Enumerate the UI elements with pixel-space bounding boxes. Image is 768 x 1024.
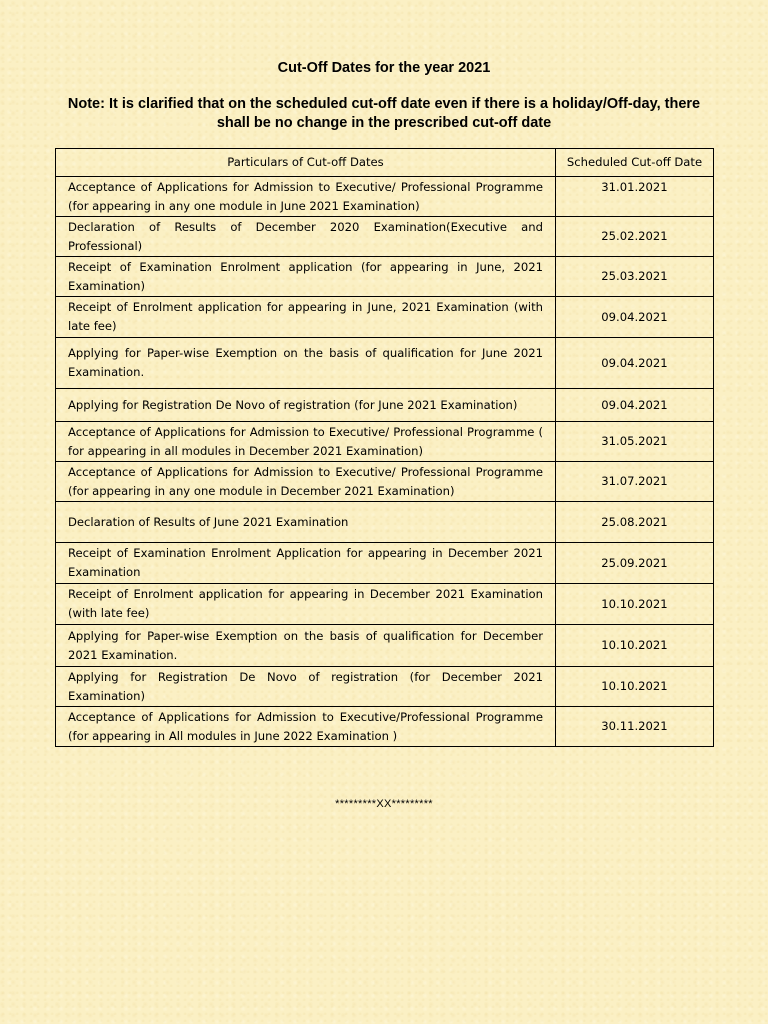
date-cell: 25.09.2021 xyxy=(556,543,714,584)
particular-cell: Receipt of Enrolment application for appearing in June, 2021 Examination (with late fee) xyxy=(56,297,556,338)
particular-cell: Acceptance of Applications for Admission to Executive/Professional Programme (for appearing in All modules in June 2022 Examination ) xyxy=(56,707,556,747)
particular-cell: Applying for Paper-wise Exemption on the basis of qualification for December 2021 Examination. xyxy=(56,625,556,667)
particular-cell: Acceptance of Applications for Admission to Executive/ Professional Programme ( for appearing in all modules in December 2021 Examination) xyxy=(56,422,556,462)
header-scheduled-date: Scheduled Cut-off Date xyxy=(556,149,714,177)
date-cell: 31.05.2021 xyxy=(556,422,714,462)
particular-cell: Applying for Registration De Novo of registration (for June 2021 Examination) xyxy=(56,389,556,422)
particular-cell: Acceptance of Applications for Admission to Executive/ Professional Programme (for appearing in any one module in June 2021 Examination) xyxy=(56,177,556,217)
particular-cell: Receipt of Examination Enrolment Application for appearing in December 2021 Examination xyxy=(56,543,556,584)
table-row xyxy=(56,625,714,667)
table-row xyxy=(56,462,714,502)
table-row xyxy=(56,338,714,389)
particular-cell: Acceptance of Applications for Admission to Executive/ Professional Programme (for appearing in any one module in December 2021 Examination) xyxy=(56,462,556,502)
date-cell: 10.10.2021 xyxy=(556,667,714,707)
cutoff-dates-table xyxy=(55,148,714,747)
table-row xyxy=(56,297,714,338)
table-row xyxy=(56,667,714,707)
table-header-row xyxy=(56,149,714,177)
table-row xyxy=(56,217,714,257)
table-row xyxy=(56,422,714,462)
particular-cell: Applying for Registration De Novo of registration (for December 2021 Examination) xyxy=(56,667,556,707)
header-particulars: Particulars of Cut-off Dates xyxy=(56,149,556,177)
particular-cell: Receipt of Examination Enrolment application (for appearing in June, 2021 Examination) xyxy=(56,257,556,297)
table-row xyxy=(56,257,714,297)
table-row xyxy=(56,584,714,625)
date-cell: 31.07.2021 xyxy=(556,462,714,502)
date-cell: 25.03.2021 xyxy=(556,257,714,297)
table-row xyxy=(56,502,714,543)
particular-cell: Applying for Paper-wise Exemption on the basis of qualification for June 2021 Examination. xyxy=(56,338,556,389)
date-cell: 09.04.2021 xyxy=(556,389,714,422)
particular-cell: Declaration of Results of December 2020 Examination(Executive and Professional) xyxy=(56,217,556,257)
particular-cell: Declaration of Results of June 2021 Examination xyxy=(56,502,556,543)
date-cell: 25.08.2021 xyxy=(556,502,714,543)
date-cell: 10.10.2021 xyxy=(556,625,714,667)
date-cell: 31.01.2021 xyxy=(556,177,714,217)
particular-cell: Receipt of Enrolment application for appearing in December 2021 Examination (with late fee) xyxy=(56,584,556,625)
page-title: Cut-Off Dates for the year 2021 xyxy=(277,60,491,76)
table-row xyxy=(56,707,714,747)
date-cell: 09.04.2021 xyxy=(556,297,714,338)
date-cell: 10.10.2021 xyxy=(556,584,714,625)
date-cell: 30.11.2021 xyxy=(556,707,714,747)
clarification-note: Note: It is clarified that on the scheduled cut-off date even if there is a holiday/Off-day, there shall be no change in the prescribed cut-off date xyxy=(67,96,701,131)
table-row xyxy=(56,543,714,584)
end-of-document-mark: *********XX********* xyxy=(335,798,433,810)
date-cell: 09.04.2021 xyxy=(556,338,714,389)
table-row xyxy=(56,389,714,422)
table-row xyxy=(56,177,714,217)
date-cell: 25.02.2021 xyxy=(556,217,714,257)
